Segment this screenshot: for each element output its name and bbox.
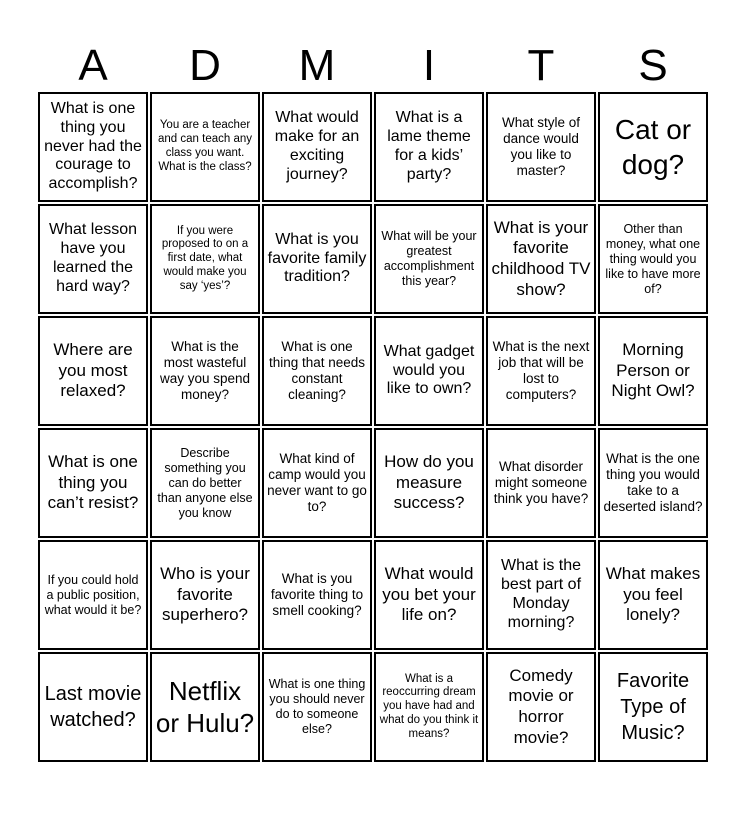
bingo-cell[interactable] bbox=[38, 540, 148, 650]
cell-text: Netflix or Hulu? bbox=[155, 675, 255, 738]
bingo-cell[interactable] bbox=[486, 92, 596, 202]
cell-text: What will be your greatest accomplishment this year? bbox=[381, 229, 477, 288]
cell-text: What disorder might someone think you have? bbox=[493, 458, 589, 507]
title-letter: D bbox=[189, 41, 221, 90]
cell-text: If you could hold a public position, what would it be? bbox=[44, 572, 142, 617]
title-letter: A bbox=[78, 41, 108, 90]
cell-text: Where are you most relaxed? bbox=[53, 339, 133, 401]
bingo-cell[interactable] bbox=[150, 204, 260, 314]
bingo-cell[interactable] bbox=[150, 540, 260, 650]
cell-text: You are a teacher and can teach any class you want. What is the class? bbox=[158, 119, 252, 173]
card-title bbox=[38, 34, 708, 89]
bingo-cell[interactable] bbox=[598, 92, 708, 202]
cell-text: If you were proposed to on a first date, what would make you say ‘yes’? bbox=[161, 224, 249, 292]
cell-text: What is the best part of Monday morning? bbox=[500, 557, 582, 631]
cell-text: Cat or dog? bbox=[614, 114, 692, 180]
cell-text: What is the next job that will be lost to computers? bbox=[492, 338, 590, 403]
cell-text: What lesson have you learned the hard way? bbox=[48, 221, 138, 295]
cell-text: What is you favorite thing to smell cooking? bbox=[270, 570, 364, 619]
cell-text: What is one thing you never had the courage to accomplish? bbox=[44, 99, 142, 193]
bingo-cell[interactable] bbox=[150, 652, 260, 762]
bingo-cell[interactable] bbox=[598, 428, 708, 538]
cell-text: What is you favorite family tradition? bbox=[267, 230, 367, 286]
bingo-cell[interactable] bbox=[38, 204, 148, 314]
cell-text: Describe something you can do better than anyone else you know bbox=[157, 445, 253, 520]
bingo-cell[interactable] bbox=[374, 652, 484, 762]
cell-text: What is a reoccurring dream you have had and what do you think it means? bbox=[379, 672, 479, 740]
cell-text: Who is your favorite superhero? bbox=[160, 563, 250, 625]
bingo-cell[interactable] bbox=[486, 316, 596, 426]
bingo-cell[interactable] bbox=[486, 428, 596, 538]
cell-text: Morning Person or Night Owl? bbox=[611, 339, 695, 401]
title-letter: T bbox=[527, 41, 555, 90]
bingo-cell[interactable] bbox=[374, 316, 484, 426]
title-letter: S bbox=[638, 41, 668, 90]
bingo-cell[interactable] bbox=[598, 540, 708, 650]
cell-text: What makes you feel lonely? bbox=[605, 563, 701, 625]
cell-text: What is one thing that needs constant cleaning? bbox=[268, 338, 366, 403]
cell-text: What gadget would you like to own? bbox=[383, 342, 475, 398]
title-letter: M bbox=[298, 41, 336, 90]
cell-text: What style of dance would you like to master? bbox=[501, 114, 581, 179]
bingo-cell[interactable] bbox=[374, 428, 484, 538]
bingo-cell[interactable] bbox=[262, 428, 372, 538]
bingo-cell[interactable] bbox=[262, 92, 372, 202]
cell-text: What would make for an exciting journey? bbox=[274, 109, 360, 183]
cell-text: What is the one thing you would take to a deserted island? bbox=[603, 450, 703, 515]
bingo-cell[interactable] bbox=[38, 428, 148, 538]
cell-text: What is one thing you should never do to someone else? bbox=[268, 677, 366, 736]
bingo-cell[interactable] bbox=[374, 540, 484, 650]
bingo-cell[interactable] bbox=[598, 204, 708, 314]
cell-text: What kind of camp would you never want to go to? bbox=[267, 450, 367, 515]
bingo-cell[interactable] bbox=[598, 652, 708, 762]
cell-text: What would you bet your life on? bbox=[382, 563, 476, 625]
cell-text: Last movie watched? bbox=[44, 683, 142, 731]
cell-text: How do you measure success? bbox=[384, 451, 474, 513]
bingo-cell[interactable] bbox=[150, 428, 260, 538]
bingo-cell[interactable] bbox=[598, 316, 708, 426]
bingo-cell[interactable] bbox=[374, 204, 484, 314]
bingo-card bbox=[38, 34, 708, 762]
title-letter: I bbox=[422, 41, 436, 90]
bingo-cell[interactable] bbox=[374, 92, 484, 202]
bingo-cell[interactable] bbox=[38, 92, 148, 202]
cell-text: Favorite Type of Music? bbox=[616, 670, 690, 744]
bingo-cell[interactable] bbox=[486, 540, 596, 650]
bingo-cell[interactable] bbox=[38, 652, 148, 762]
bingo-cell[interactable] bbox=[150, 92, 260, 202]
bingo-cell[interactable] bbox=[150, 316, 260, 426]
bingo-cell[interactable] bbox=[262, 204, 372, 314]
bingo-cell[interactable] bbox=[486, 204, 596, 314]
bingo-cell[interactable] bbox=[262, 652, 372, 762]
cell-text: What is your favorite childhood TV show? bbox=[491, 217, 591, 299]
bingo-cell[interactable] bbox=[38, 316, 148, 426]
bingo-cell[interactable] bbox=[486, 652, 596, 762]
cell-text: Other than money, what one thing would you like to have more of? bbox=[605, 221, 701, 296]
bingo-grid bbox=[38, 92, 708, 762]
cell-text: What is one thing you can’t resist? bbox=[47, 451, 139, 513]
cell-text: What is the most wasteful way you spend money? bbox=[159, 338, 251, 403]
bingo-cell[interactable] bbox=[262, 316, 372, 426]
bingo-cell[interactable] bbox=[262, 540, 372, 650]
cell-text: What is a lame theme for a kids’ party? bbox=[387, 109, 471, 183]
cell-text: Comedy movie or horror movie? bbox=[508, 665, 574, 747]
